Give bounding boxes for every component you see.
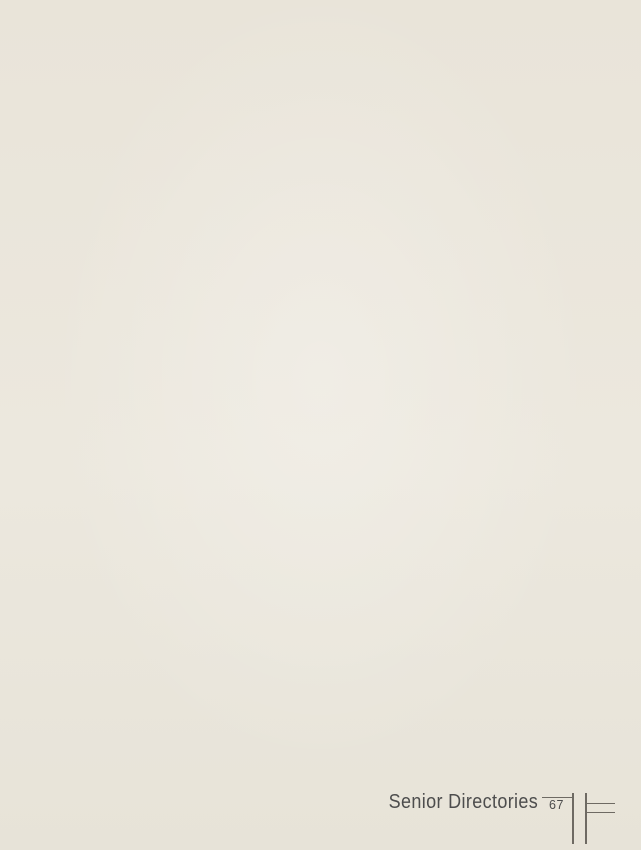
footer-mark-horizontal-rule xyxy=(587,803,615,804)
page-number: 67 xyxy=(549,798,564,812)
page-number-overline xyxy=(542,797,573,798)
footer-mark-vertical-rule xyxy=(572,793,574,844)
footer-mark-vertical-rule xyxy=(585,793,587,844)
footer-mark-horizontal-rule xyxy=(587,812,615,813)
page-footer-title: Senior Directories xyxy=(388,791,538,813)
